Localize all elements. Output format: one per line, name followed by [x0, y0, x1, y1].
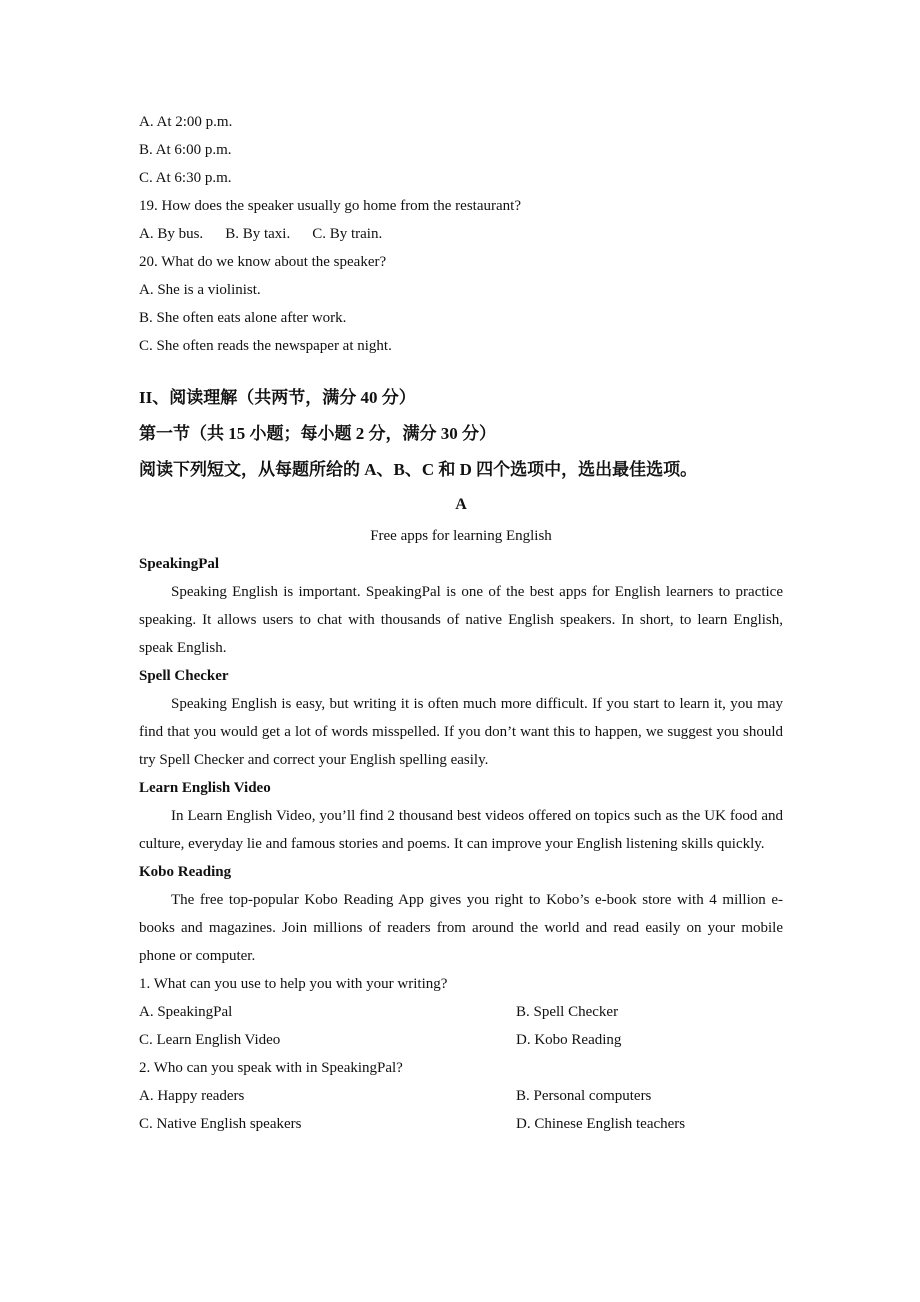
question-1-options-row [139, 1026, 783, 1054]
option-b: B. Personal computers [516, 1088, 652, 1104]
option-b: B. Spell Checker [516, 1004, 619, 1020]
option-line: A. At 2:00 p.m. [139, 114, 233, 130]
option-line: B. She often eats alone after work. [139, 310, 347, 326]
option-a: A. By bus. [139, 226, 204, 242]
section-heading: II、阅读理解（共两节，满分 40 分） [139, 388, 416, 407]
app-heading: Kobo Reading [139, 864, 232, 880]
app-paragraph: Speaking English is important. SpeakingPal is one of the best apps for English learners to practice speaking. It allows users to chat with thousands of native English speakers. In short, to learn English, speak English. [139, 584, 783, 656]
question-2: 2. Who can you speak with in SpeakingPal? [139, 1060, 403, 1076]
app-heading: SpeakingPal [139, 556, 220, 572]
question-2-options-row [139, 1082, 783, 1110]
passage-letter: A [455, 496, 467, 513]
app-heading: Learn English Video [139, 780, 271, 796]
section-part: 第一节（共 15 小题；每小题 2 分，满分 30 分） [139, 424, 496, 443]
option-line: B. At 6:00 p.m. [139, 142, 232, 158]
spacer [139, 360, 783, 380]
app-heading: Spell Checker [139, 668, 229, 684]
option-a: A. Happy readers [139, 1088, 245, 1104]
passage-title: Free apps for learning English [370, 528, 552, 544]
option-d: D. Chinese English teachers [516, 1116, 686, 1132]
app-paragraph: In Learn English Video, you’ll find 2 thousand best videos offered on topics such as the UK food and culture, everyday lie and famous stories and poems. It can improve your English listening skills quickly. [139, 808, 783, 852]
option-line: A. She is a violinist. [139, 282, 261, 298]
option-c: C. By train. [312, 226, 383, 242]
app-paragraph: Speaking English is easy, but writing it is often much more difficult. If you start to learn it, you may find that you would get a lot of words misspelled. If you don’t want this to happen, we suggest you should try Spell Checker and correct your English spelling easily. [139, 696, 783, 768]
app-paragraph: The free top-popular Kobo Reading App gives you right to Kobo’s e-book store with 4 million e-books and magazines. Join millions of readers from around the world and read easily on your mobile phone or computer. [139, 892, 783, 964]
option-c: C. Native English speakers [139, 1116, 302, 1132]
option-line: C. She often reads the newspaper at night. [139, 338, 392, 354]
document-page [139, 108, 783, 1138]
question-19-options [139, 220, 783, 248]
question-1: 1. What can you use to help you with your writing? [139, 976, 448, 992]
question-19: 19. How does the speaker usually go home from the restaurant? [139, 198, 521, 214]
option-d: D. Kobo Reading [516, 1032, 622, 1048]
option-c: C. Learn English Video [139, 1032, 281, 1048]
question-2-options-row [139, 1110, 783, 1138]
option-b: B. By taxi. [225, 226, 291, 242]
question-20: 20. What do we know about the speaker? [139, 254, 387, 270]
option-line: C. At 6:30 p.m. [139, 170, 232, 186]
option-a: A. SpeakingPal [139, 1004, 233, 1020]
section-instruction: 阅读下列短文，从每题所给的 A、B、C 和 D 四个选项中，选出最佳选项。 [139, 460, 698, 479]
question-1-options-row [139, 998, 783, 1026]
